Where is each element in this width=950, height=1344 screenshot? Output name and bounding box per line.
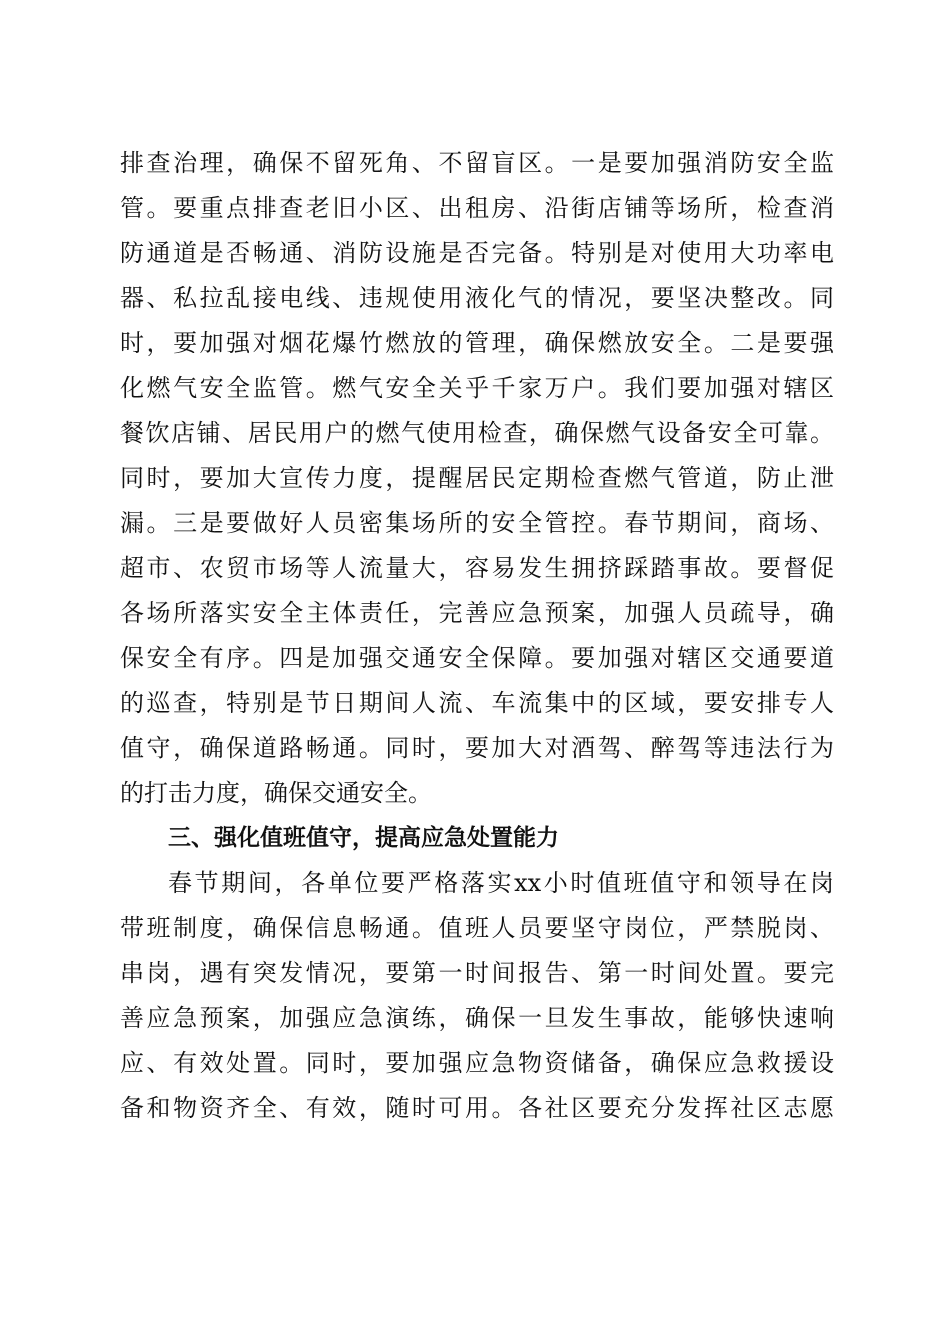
text-line: 的打击力度，确保交通安全。	[120, 779, 432, 807]
text-line: 串岗，遇有突发情况，要第一时间报告、第一时间处置。要完	[120, 959, 834, 987]
document-body	[120, 141, 834, 1131]
text-line: 备和物资齐全、有效，随时可用。各社区要充分发挥社区志愿	[120, 1094, 834, 1122]
text-line: 排查治理，确保不留死角、不留盲区。一是要加强消防安全监	[120, 149, 834, 177]
text-line: 防通道是否畅通、消防设施是否完备。特别是对使用大功率电	[120, 239, 834, 267]
paragraph-safety-inspection	[120, 141, 834, 816]
text-line: 管。要重点排查老旧小区、出租房、沿街店铺等场所，检查消	[120, 194, 834, 222]
text-line: 的巡查，特别是节日期间人流、车流集中的区域，要安排专人	[120, 689, 834, 717]
text-line: 漏。三是要做好人员密集场所的安全管控。春节期间，商场、	[120, 509, 834, 537]
text-line: 餐饮店铺、居民用户的燃气使用检查，确保燃气设备安全可靠。	[120, 419, 834, 447]
text-line: 应、有效处置。同时，要加强应急物资储备，确保应急救援设	[120, 1049, 834, 1077]
text-line: 春节期间，各单位要严格落实xx小时值班值守和领导在岗	[168, 869, 834, 897]
text-line: 善应急预案，加强应急演练，确保一旦发生事故，能够快速响	[120, 1004, 834, 1032]
text-line: 化燃气安全监管。燃气安全关乎千家万户。我们要加强对辖区	[120, 374, 834, 402]
text-line: 超市、农贸市场等人流量大，容易发生拥挤踩踏事故。要督促	[120, 554, 834, 582]
text-line: 时，要加强对烟花爆竹燃放的管理，确保燃放安全。二是要强	[120, 329, 834, 357]
section-heading: 三、强化值班值守，提高应急处置能力	[168, 825, 559, 851]
text-line: 同时，要加大宣传力度，提醒居民定期检查燃气管道，防止泄	[120, 464, 834, 492]
paragraph-duty-emergency	[120, 861, 834, 1131]
text-line: 器、私拉乱接电线、违规使用液化气的情况，要坚决整改。同	[120, 284, 834, 312]
text-line: 值守，确保道路畅通。同时，要加大对酒驾、醉驾等违法行为	[120, 734, 834, 762]
text-line: 带班制度，确保信息畅通。值班人员要坚守岗位，严禁脱岗、	[120, 914, 834, 942]
text-line: 保安全有序。四是加强交通安全保障。要加强对辖区交通要道	[120, 644, 834, 672]
text-line: 各场所落实安全主体责任，完善应急预案，加强人员疏导，确	[120, 599, 834, 627]
